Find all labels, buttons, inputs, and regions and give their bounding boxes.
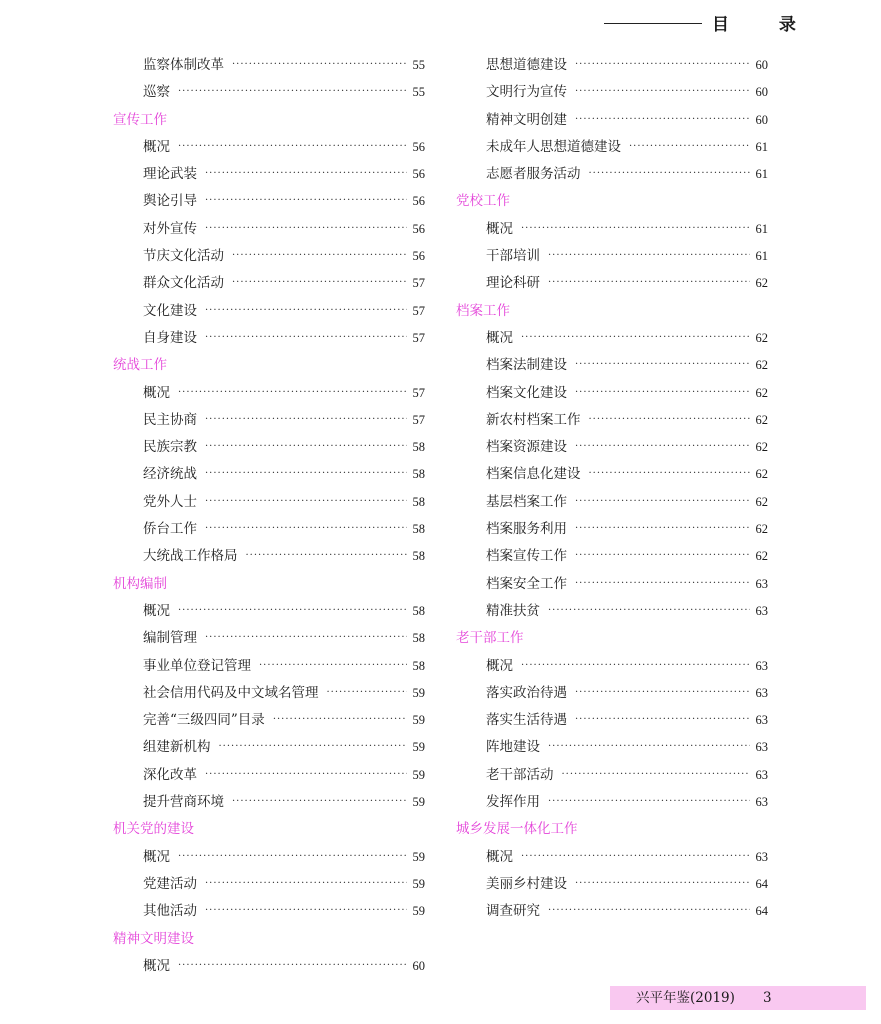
toc-entry[interactable] [456,734,768,761]
toc-entry[interactable] [456,134,768,161]
toc-entry-label: 概况 [486,848,513,865]
toc-entry-label: 自身建设 [143,329,197,346]
toc-entry[interactable] [113,461,425,488]
dot-leader [562,761,750,788]
toc-section-heading: 城乡发展一体化工作 [456,821,578,838]
toc-section-heading: 机构编制 [113,575,167,592]
toc-entry-label: 舆论引导 [143,193,197,210]
toc-entry-label: 老干部活动 [486,766,554,783]
toc-entry-label: 档案安全工作 [486,575,567,592]
toc-entry[interactable] [456,352,768,379]
toc-entry-page: 59 [412,849,425,864]
dot-leader [178,952,407,979]
toc-entry-page: 60 [755,58,768,72]
toc-entry-label: 档案文化建设 [486,384,567,401]
toc-entry-label: 发挥作用 [486,794,540,811]
dot-leader [589,460,750,487]
toc-entry[interactable] [456,79,768,106]
footer-page-number: 3 [763,990,772,1006]
toc-entry-page: 60 [412,958,425,973]
toc-entry[interactable] [456,516,768,543]
dot-leader [548,733,750,760]
toc-entry-page: 63 [755,685,768,700]
dot-leader [575,78,750,105]
dot-leader [548,897,750,924]
dot-leader [521,324,750,351]
toc-entry[interactable] [456,161,768,188]
dot-leader [548,242,750,269]
toc-entry[interactable] [113,434,425,461]
toc-entry[interactable] [113,325,425,352]
toc-entry-label: 概况 [143,138,170,155]
toc-entry-label: 精神文明创建 [486,111,567,128]
toc-entry[interactable] [456,680,768,707]
toc-entry[interactable] [113,161,425,188]
toc-entry-page: 60 [755,112,768,127]
dot-leader [575,51,750,78]
toc-entry[interactable] [113,543,425,570]
toc-entry-page: 64 [755,876,768,891]
toc-section-heading: 老干部工作 [456,630,524,647]
toc-entry-label: 经济统战 [143,466,197,483]
toc-entry-label: 其他活动 [143,903,197,920]
toc-entry[interactable] [113,134,425,161]
toc-entry-page: 58 [412,631,425,646]
toc-entry[interactable] [456,898,768,925]
toc-entry-page: 56 [412,167,425,182]
toc-entry-label: 思想道德建设 [486,57,567,73]
toc-entry[interactable] [456,789,768,816]
toc-entry-page: 57 [412,303,425,318]
dot-leader [575,433,750,460]
dot-leader [548,597,750,624]
toc-entry-label: 未成年人思想道德建设 [486,138,621,155]
dot-leader [575,351,750,378]
toc-entry-label: 概况 [486,657,513,674]
toc-section-heading: 党校工作 [456,193,510,210]
toc-entry[interactable] [113,270,425,297]
toc-entry[interactable] [456,434,768,461]
toc-entry-label: 大统战工作格局 [143,548,238,565]
toc-entry-page: 62 [755,276,768,291]
dot-leader [205,761,407,788]
dot-leader [521,843,750,870]
toc-entry-label: 志愿者服务活动 [486,166,581,183]
dot-leader [548,269,750,296]
toc-entry[interactable] [456,707,768,734]
toc-entry-label: 理论科研 [486,275,540,292]
toc-entry-page: 55 [412,58,425,72]
toc-entry-page: 62 [755,412,768,427]
toc-entry-label: 党外人士 [143,493,197,510]
toc-entry-page: 58 [412,658,425,673]
toc-right-column [456,52,768,926]
toc-entry-page: 62 [755,494,768,509]
dot-leader [548,788,750,815]
toc-entry-label: 阵地建设 [486,739,540,756]
toc-entry-label: 档案法制建设 [486,357,567,374]
toc-entry[interactable] [456,243,768,270]
dot-leader [246,542,407,569]
toc-entry-page: 59 [412,713,425,728]
toc-entry-label: 干部培训 [486,248,540,265]
toc-entry[interactable] [113,844,425,871]
toc-entry-label: 完善“三级四同”目录 [143,712,265,729]
toc-entry[interactable] [113,707,425,734]
toc-entry[interactable] [456,407,768,434]
toc-section-heading: 机关党的建设 [113,821,194,838]
toc-entry[interactable] [113,762,425,789]
toc-entry-page: 58 [412,549,425,564]
dot-leader [205,624,407,651]
page-title: 目 录 [712,15,818,35]
toc-entry-label: 调查研究 [486,903,540,920]
toc-entry-page: 58 [412,522,425,537]
toc-entry[interactable] [456,844,768,871]
toc-entry-label: 监察体制改革 [143,57,224,73]
toc-entry-page: 60 [755,85,768,100]
dot-leader [273,706,407,733]
toc-entry-label: 概况 [143,384,170,401]
toc-entry-page: 55 [412,85,425,100]
toc-entry-page: 62 [755,549,768,564]
dot-leader [178,133,407,160]
toc-entry[interactable] [456,325,768,352]
dot-leader [575,679,750,706]
toc-entry[interactable] [113,489,425,516]
toc-entry[interactable] [113,653,425,680]
toc-entry-label: 档案服务利用 [486,521,567,538]
toc-entry-label: 编制管理 [143,630,197,647]
toc-entry-page: 63 [755,767,768,782]
dot-leader [205,297,407,324]
toc-section-heading: 宣传工作 [113,111,167,128]
toc-entry[interactable] [456,270,768,297]
dot-leader [178,379,407,406]
toc-entry-page: 61 [755,139,768,154]
toc-entry[interactable] [113,871,425,898]
toc-entry-page: 63 [755,849,768,864]
toc-entry-label: 文明行为宣传 [486,84,567,101]
toc-entry[interactable] [113,898,425,925]
toc-entry-page: 58 [412,494,425,509]
toc-entry-page: 59 [412,767,425,782]
toc-entry[interactable] [113,625,425,652]
toc-entry-page: 57 [412,412,425,427]
toc-entry-page: 61 [755,249,768,264]
toc-entry[interactable] [456,52,768,79]
toc-entry-page: 62 [755,467,768,482]
toc-entry[interactable] [113,243,425,270]
toc-entry[interactable] [456,598,768,625]
toc-entry-label: 党建活动 [143,875,197,892]
toc-entry-page: 56 [412,221,425,236]
toc-entry-label: 深化改革 [143,766,197,783]
toc-entry-page: 58 [412,467,425,482]
dot-leader [205,324,407,351]
toc-entry[interactable] [456,571,768,598]
toc-entry[interactable] [113,680,425,707]
dot-leader [205,515,407,542]
dot-leader [219,733,407,760]
toc-entry-page: 57 [412,385,425,400]
dot-leader [327,679,407,706]
toc-entry-label: 事业单位登记管理 [143,657,251,674]
dot-leader [575,488,750,515]
toc-entry-label: 概况 [143,602,170,619]
toc-entry-label: 落实生活待遇 [486,712,567,729]
toc-entry-page: 63 [755,740,768,755]
dot-leader [205,433,407,460]
dot-leader [178,78,407,105]
dot-leader [629,133,750,160]
toc-entry[interactable] [113,734,425,761]
dot-leader [575,870,750,897]
dot-leader [232,788,407,815]
toc-section-heading: 统战工作 [113,357,167,374]
dot-leader [205,460,407,487]
toc-entry-label: 组建新机构 [143,739,211,756]
dot-leader [205,160,407,187]
dot-leader [205,406,407,433]
toc-entry[interactable] [113,298,425,325]
dot-leader [575,379,750,406]
toc-entry-page: 56 [412,194,425,209]
toc-entry[interactable] [456,762,768,789]
toc-entry-label: 节庆文化活动 [143,248,224,265]
toc-entry[interactable] [456,489,768,516]
toc-entry[interactable] [456,216,768,243]
toc-entry-page: 56 [412,139,425,154]
toc-section-heading: 档案工作 [456,302,510,319]
toc-entry-label: 精准扶贫 [486,602,540,619]
toc-entry-label: 概况 [143,957,170,974]
toc-entry[interactable] [113,216,425,243]
toc-entry[interactable] [113,953,425,980]
toc-entry[interactable] [456,461,768,488]
dot-leader [205,488,407,515]
toc-entry-label: 落实政治待遇 [486,684,567,701]
toc-entry-page: 59 [412,904,425,919]
toc-entry-label: 文化建设 [143,302,197,319]
dot-leader [575,570,750,597]
toc-entry-page: 62 [755,385,768,400]
toc-entry-label: 侨台工作 [143,521,197,538]
toc-entry-label: 社会信用代码及中文域名管理 [143,684,319,701]
toc-entry-page: 63 [755,713,768,728]
toc-entry-page: 58 [412,440,425,455]
toc-entry[interactable] [113,516,425,543]
dot-leader [205,870,407,897]
toc-entry-page: 62 [755,358,768,373]
toc-entry[interactable] [113,188,425,215]
toc-entry[interactable] [113,79,425,106]
dot-leader [575,106,750,133]
toc-entry[interactable] [456,653,768,680]
toc-entry[interactable] [456,107,768,134]
toc-entry-page: 61 [755,221,768,236]
toc-entry-page: 59 [412,876,425,891]
dot-leader [205,187,407,214]
dot-leader [205,215,407,242]
toc-entry-label: 概况 [486,329,513,346]
toc-entry-label: 档案信息化建设 [486,466,581,483]
toc-entry-label: 理论武装 [143,166,197,183]
dot-leader [521,215,750,242]
dot-leader [178,843,407,870]
toc-entry[interactable] [456,871,768,898]
toc-entry-page: 61 [755,167,768,182]
toc-entry[interactable] [113,52,425,79]
dot-leader [521,652,750,679]
toc-entry-label: 概况 [143,848,170,865]
dot-leader [205,897,407,924]
toc-entry-page: 62 [755,522,768,537]
toc-entry[interactable] [456,543,768,570]
toc-entry-label: 对外宣传 [143,220,197,237]
dot-leader [232,242,407,269]
dot-leader [575,542,750,569]
dot-leader [259,652,407,679]
toc-entry-page: 62 [755,330,768,345]
dot-leader [232,51,407,78]
toc-entry-page: 63 [755,658,768,673]
toc-entry-label: 档案资源建设 [486,439,567,456]
toc-entry-label: 美丽乡村建设 [486,875,567,892]
toc-entry-label: 民主协商 [143,411,197,428]
toc-entry-page: 57 [412,330,425,345]
toc-entry-page: 59 [412,740,425,755]
dot-leader [589,160,750,187]
toc-entry-page: 59 [412,685,425,700]
dot-leader [178,597,407,624]
toc-entry[interactable] [113,789,425,816]
dot-leader [232,269,407,296]
header-rule [604,23,702,24]
toc-entry[interactable] [113,598,425,625]
toc-entry-label: 民族宗教 [143,439,197,456]
toc-entry-page: 57 [412,276,425,291]
toc-entry-page: 64 [755,904,768,919]
toc-entry-label: 群众文化活动 [143,275,224,292]
toc-entry-page: 59 [412,795,425,810]
toc-entry-label: 基层档案工作 [486,493,567,510]
toc-entry-label: 档案宣传工作 [486,548,567,565]
toc-entry-label: 概况 [486,220,513,237]
dot-leader [589,406,750,433]
toc-entry-label: 新农村档案工作 [486,411,581,428]
toc-entry[interactable] [113,407,425,434]
dot-leader [575,706,750,733]
dot-leader [575,515,750,542]
toc-entry-page: 63 [755,795,768,810]
toc-section-heading: 精神文明建设 [113,930,194,947]
toc-entry-label: 提升营商环境 [143,794,224,811]
toc-entry-page: 56 [412,249,425,264]
toc-entry-page: 58 [412,603,425,618]
toc-left-column [113,52,425,980]
toc-entry[interactable] [456,380,768,407]
toc-entry-page: 63 [755,603,768,618]
toc-entry-label: 巡察 [143,84,170,101]
footer-book-title: 兴平年鉴(2019) [636,990,735,1006]
toc-entry-page: 62 [755,440,768,455]
toc-entry[interactable] [113,380,425,407]
toc-entry-page: 63 [755,576,768,591]
